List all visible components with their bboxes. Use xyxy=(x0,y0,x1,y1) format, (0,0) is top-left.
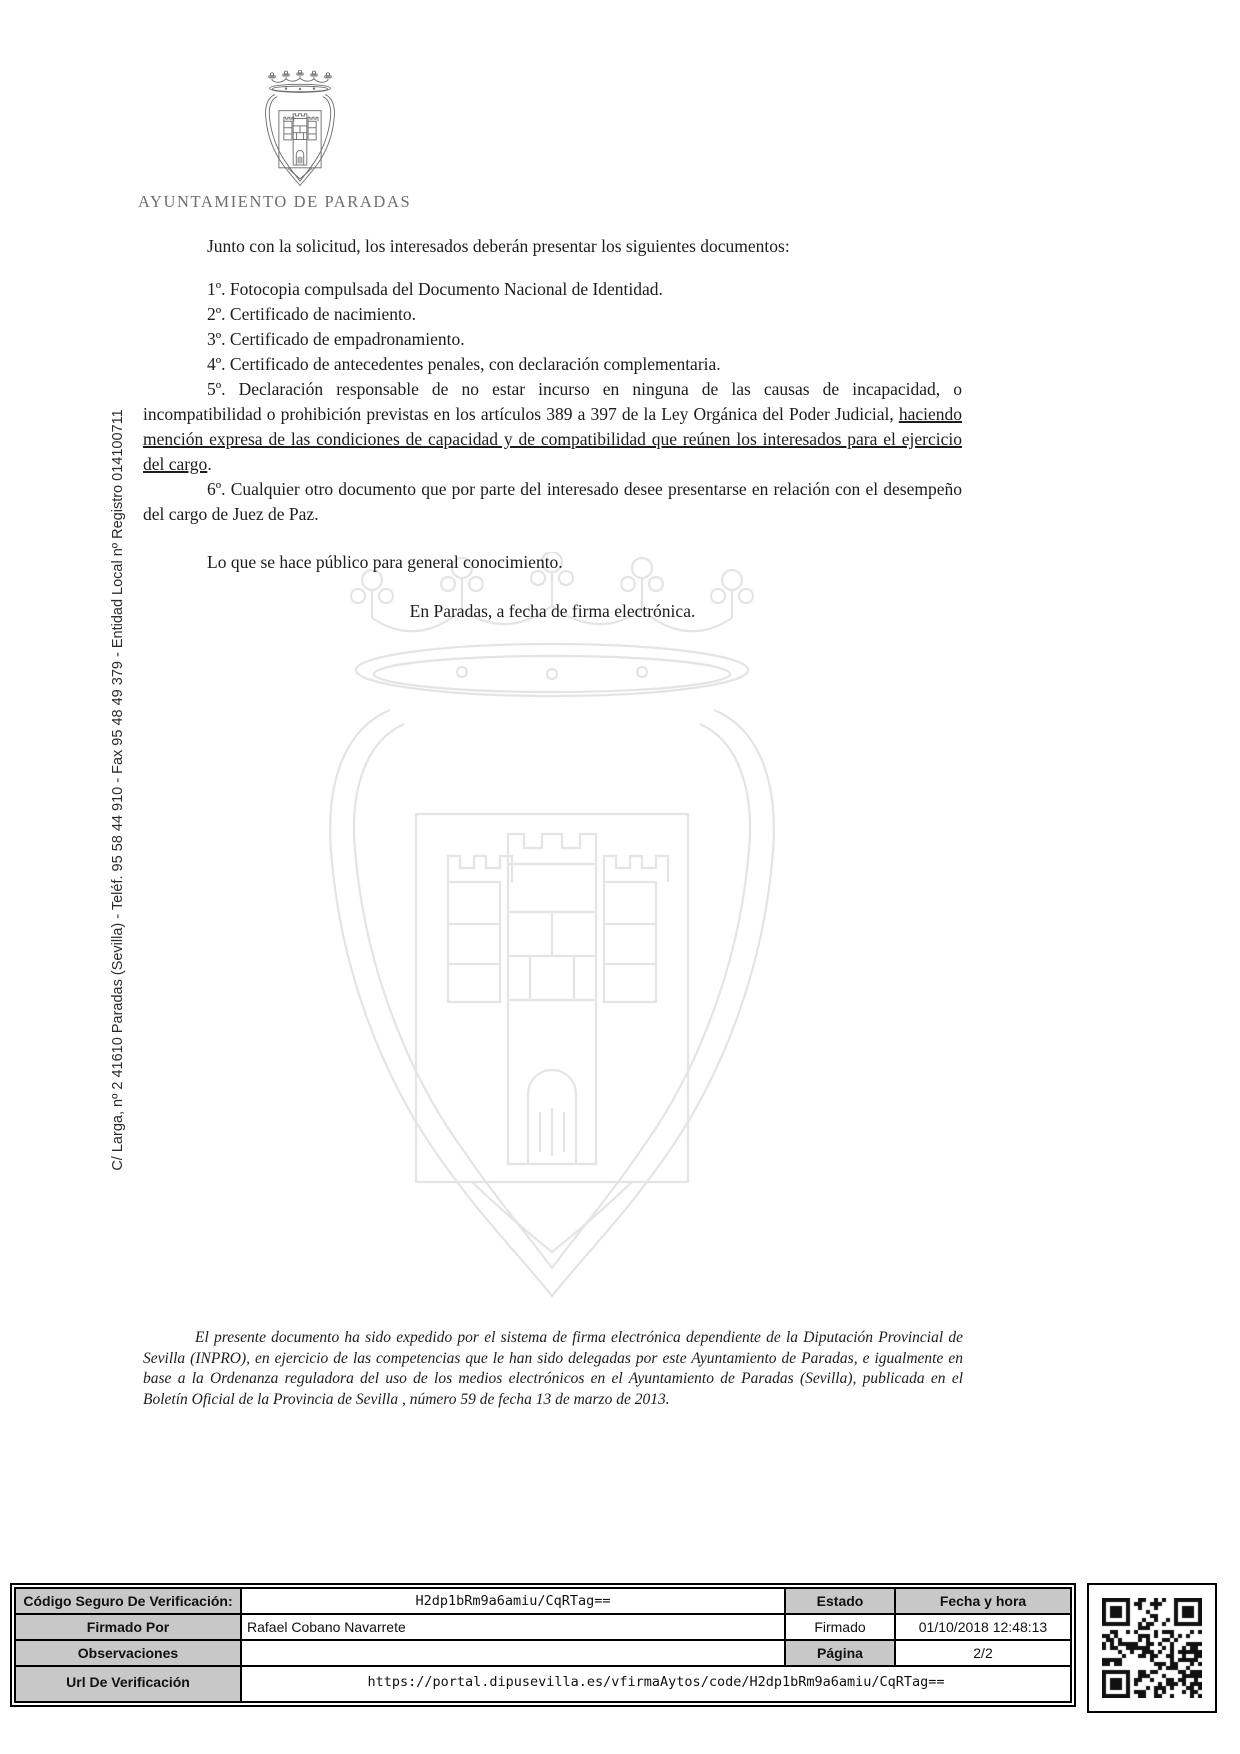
list-item-3: 3º. Certificado de empadronamiento. xyxy=(207,329,465,349)
url-verificacion-label: Url De Verificación xyxy=(15,1666,241,1702)
closing-line: Lo que se hace público para general conocimiento. xyxy=(207,552,563,572)
observaciones-value xyxy=(241,1640,785,1666)
pagina-label: Página xyxy=(785,1640,895,1666)
fecha-hora-label: Fecha y hora xyxy=(895,1588,1071,1614)
qr-code-box xyxy=(1087,1583,1217,1713)
csv-label: Código Seguro De Verificación: xyxy=(15,1588,241,1614)
organization-name: AYUNTAMIENTO DE PARADAS xyxy=(138,192,412,211)
list-item-6: 6º. Cualquier otro documento que por parte del interesado desee presentarse en relación con el desempeño del cargo de Juez de Paz. xyxy=(143,479,962,524)
qr-code-icon xyxy=(1102,1598,1202,1698)
firmado-por-label: Firmado Por xyxy=(15,1614,241,1640)
list-item-1: 1º. Fotocopia compulsada del Documento Nacional de Identidad. xyxy=(207,279,663,299)
item5-underlined-text: haciendo mención expresa de las condiciones de capacidad y de compatibilidad que reúnen los interesados para el ejercicio del cargo xyxy=(143,404,962,474)
intro-paragraph: Junto con la solicitud, los interesados deberán presentar los siguientes documentos: xyxy=(207,236,790,256)
firmado-por-value: Rafael Cobano Navarrete xyxy=(241,1614,785,1640)
place-date-line: En Paradas, a fecha de firma electrónica. xyxy=(409,601,696,621)
electronic-signature-footnote: El presente documento ha sido expedido por el sistema de firma electrónica dependiente de la Diputación Provincial de Sevilla (INPRO), en ejercicio de las competencias que le han sido delegadas por este Ayuntamiento de Paradas, e igualmente en base a la Ordenanza reguladora del uso de los medios electrónicos en el Ayuntamiento de Paradas (Sevilla), publicada en el Boletín Oficial de la Provincia de Sevilla , número 59 de fecha 13 de marzo de 2013. xyxy=(143,1329,963,1408)
watermark-coat-of-arms-icon xyxy=(312,552,792,1312)
item5-text: 5º. Declaración responsable de no estar incurso en ninguna de las causas de incapacidad, o incompatibilidad o prohibición previstas en los artículos 389 a 397 de la Ley Orgánica del Poder Judicial, xyxy=(143,379,962,424)
pagina-value: 2/2 xyxy=(895,1640,1071,1666)
observaciones-label: Observaciones xyxy=(15,1640,241,1666)
estado-label: Estado xyxy=(785,1588,895,1614)
list-item-5 xyxy=(143,377,962,477)
estado-value: Firmado xyxy=(785,1614,895,1640)
csv-value: H2dp1bRm9a6amiu/CqRTag== xyxy=(241,1588,785,1614)
fecha-hora-value: 01/10/2018 12:48:13 xyxy=(895,1614,1071,1640)
address-vertical-text: C/ Larga, nº 2 41610 Paradas (Sevilla) - Teléf. 95 58 44 910 - Fax 95 48 49 379 - Entidad Local nº Registro 014100711 xyxy=(110,409,126,1171)
item5-period: . xyxy=(207,454,212,474)
list-item-4: 4º. Certificado de antecedentes penales, con declaración complementaria. xyxy=(207,354,721,374)
verification-table xyxy=(10,1583,1076,1707)
list-item-2: 2º. Certificado de nacimiento. xyxy=(207,304,417,324)
coat-of-arms-icon xyxy=(256,70,344,188)
document-body xyxy=(143,234,962,624)
url-verificacion-value: https://portal.dipusevilla.es/vfirmaAytos/code/H2dp1bRm9a6amiu/CqRTag== xyxy=(241,1666,1071,1702)
